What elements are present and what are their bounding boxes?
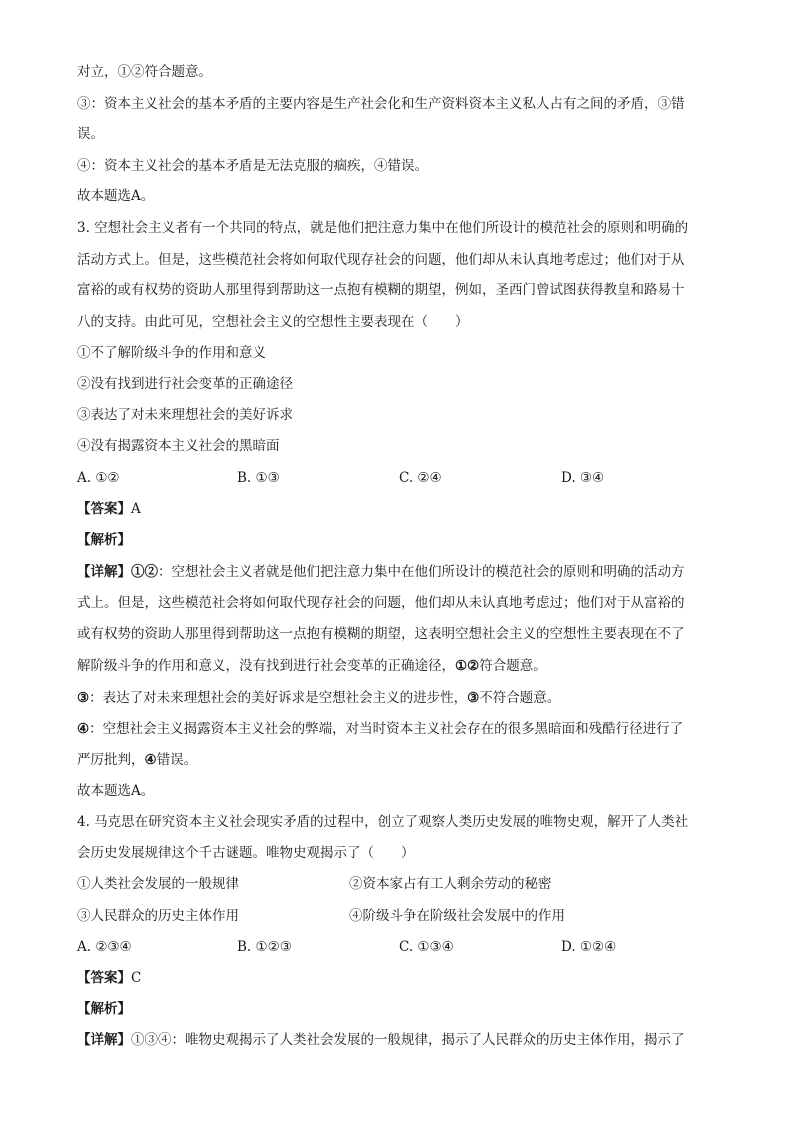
analysis-label: 【解析】 [77,1001,131,1017]
answer-value: C [131,970,142,986]
detail-line: 式上。但是，这些模范社会将如何取代现存社会的问题，他们却从未认真地考虑过；他们对于从富裕的 [77,595,685,611]
question-4-stem: 会历史发展规律这个千古谜题。唯物史观揭示了（ ） [77,845,415,861]
answer-line [77,499,717,519]
detail-text: 符合题意。 [479,658,547,674]
option-d: D. ①②④ [561,939,617,955]
answer-value: A [131,501,141,517]
answer-label: 【答案】 [77,501,131,517]
question-4-statement: ④阶级斗争在阶级社会发展中的作用 [349,908,565,924]
answer-line [77,968,717,988]
detail-text: 错误。 [156,752,198,768]
option-c: C. ①③④ [399,939,454,955]
question-3-statement: ①不了解阶级斗争的作用和意义 [77,345,266,361]
detail-text: 严厉批判， [77,752,145,768]
answer-label: 【答案】 [77,970,131,986]
detail-text: ：表达了对未来理想社会的美好诉求是空想社会主义的进步性， [89,690,468,706]
detail-line [77,688,717,708]
detail-text: 解阶级斗争的作用和意义，没有找到进行社会变革的正确途径， [77,658,455,674]
question-3-stem: 富裕的或有权势的资助人那里得到帮助这一点抱有模糊的期望，例如，圣西门曾试图获得教皇和路易十 [77,282,685,298]
question-3-statement: ②没有找到进行社会变革的正确途径 [77,376,293,392]
question-4-statement: ②资本家占有工人剩余劳动的秘密 [349,876,552,892]
text-line: 故本题选A。 [77,783,155,799]
detail-marker: ③ [467,690,480,706]
detail-marker: ①② [455,658,480,674]
option-a: A. ①② [77,470,120,486]
text-line: 误。 [77,126,104,142]
detail-marker: ③ [77,690,90,706]
text-line: 故本题选A。 [77,188,155,204]
detail-marker: ④ [77,721,90,737]
detail-text: ：空想社会主义揭露资本主义社会的弊端，对当时资本主义社会存在的很多黑暗面和残酷行径进行了 [89,721,684,737]
detail-text: 不符合题意。 [479,690,561,706]
option-b: B. ①③ [237,470,280,486]
question-4-stem: 4. 马克思在研究资本主义社会现实矛盾的过程中，创立了观察人类历史发展的唯物史观，解开了人类社 [77,814,689,830]
text-line: ④：资本主义社会的基本矛盾是无法克服的痼疾，④错误。 [77,158,428,174]
detail-line [77,656,717,676]
detail-label: 【详解】①② [77,564,158,580]
detail-text: ①③④：唯物史观揭示了人类社会发展的一般规律，揭示了人民群众的历史主体作用，揭示了 [131,1032,685,1048]
detail-line [77,750,717,770]
option-d: D. ③④ [561,470,605,486]
option-c: C. ②④ [399,470,442,486]
question-3-statement: ④没有揭露资本主义社会的黑暗面 [77,438,280,454]
question-3-stem: 活动方式上。但是，这些模范社会将如何取代现存社会的问题，他们却从未认真地考虑过；他们对于从 [77,252,685,268]
question-4-statement: ①人类社会发展的一般规律 [77,876,239,892]
question-4-statement: ③人民群众的历史主体作用 [77,908,239,924]
option-a: A. ②③④ [77,939,132,955]
detail-line [77,562,717,582]
analysis-label: 【解析】 [77,532,131,548]
option-b: B. ①②③ [237,939,292,955]
detail-label: 【详解】 [77,1032,131,1048]
detail-line [77,1030,717,1050]
detail-line: 或有权势的资助人那里得到帮助这一点抱有模糊的期望，这表明空想社会主义的空想性主要表现在不了 [77,626,685,642]
detail-line [77,719,717,739]
question-3-stem: 八的支持。由此可见，空想社会主义的空想性主要表现在（ ） [77,314,469,330]
text-line: ③：资本主义社会的基本矛盾的主要内容是生产社会化和生产资料资本主义私人占有之间的矛盾，③错 [77,96,685,112]
detail-text: ：空想社会主义者就是他们把注意力集中在他们所设计的模范社会的原则和明确的活动方 [158,564,685,580]
question-3-statement: ③表达了对未来理想社会的美好诉求 [77,407,293,423]
detail-marker: ④ [144,752,157,768]
text-line: 对立，①②符合题意。 [77,64,212,80]
question-3-stem: 3. 空想社会主义者有一个共同的特点，就是他们把注意力集中在他们所设计的模范社会的原则和明确的 [77,220,689,236]
